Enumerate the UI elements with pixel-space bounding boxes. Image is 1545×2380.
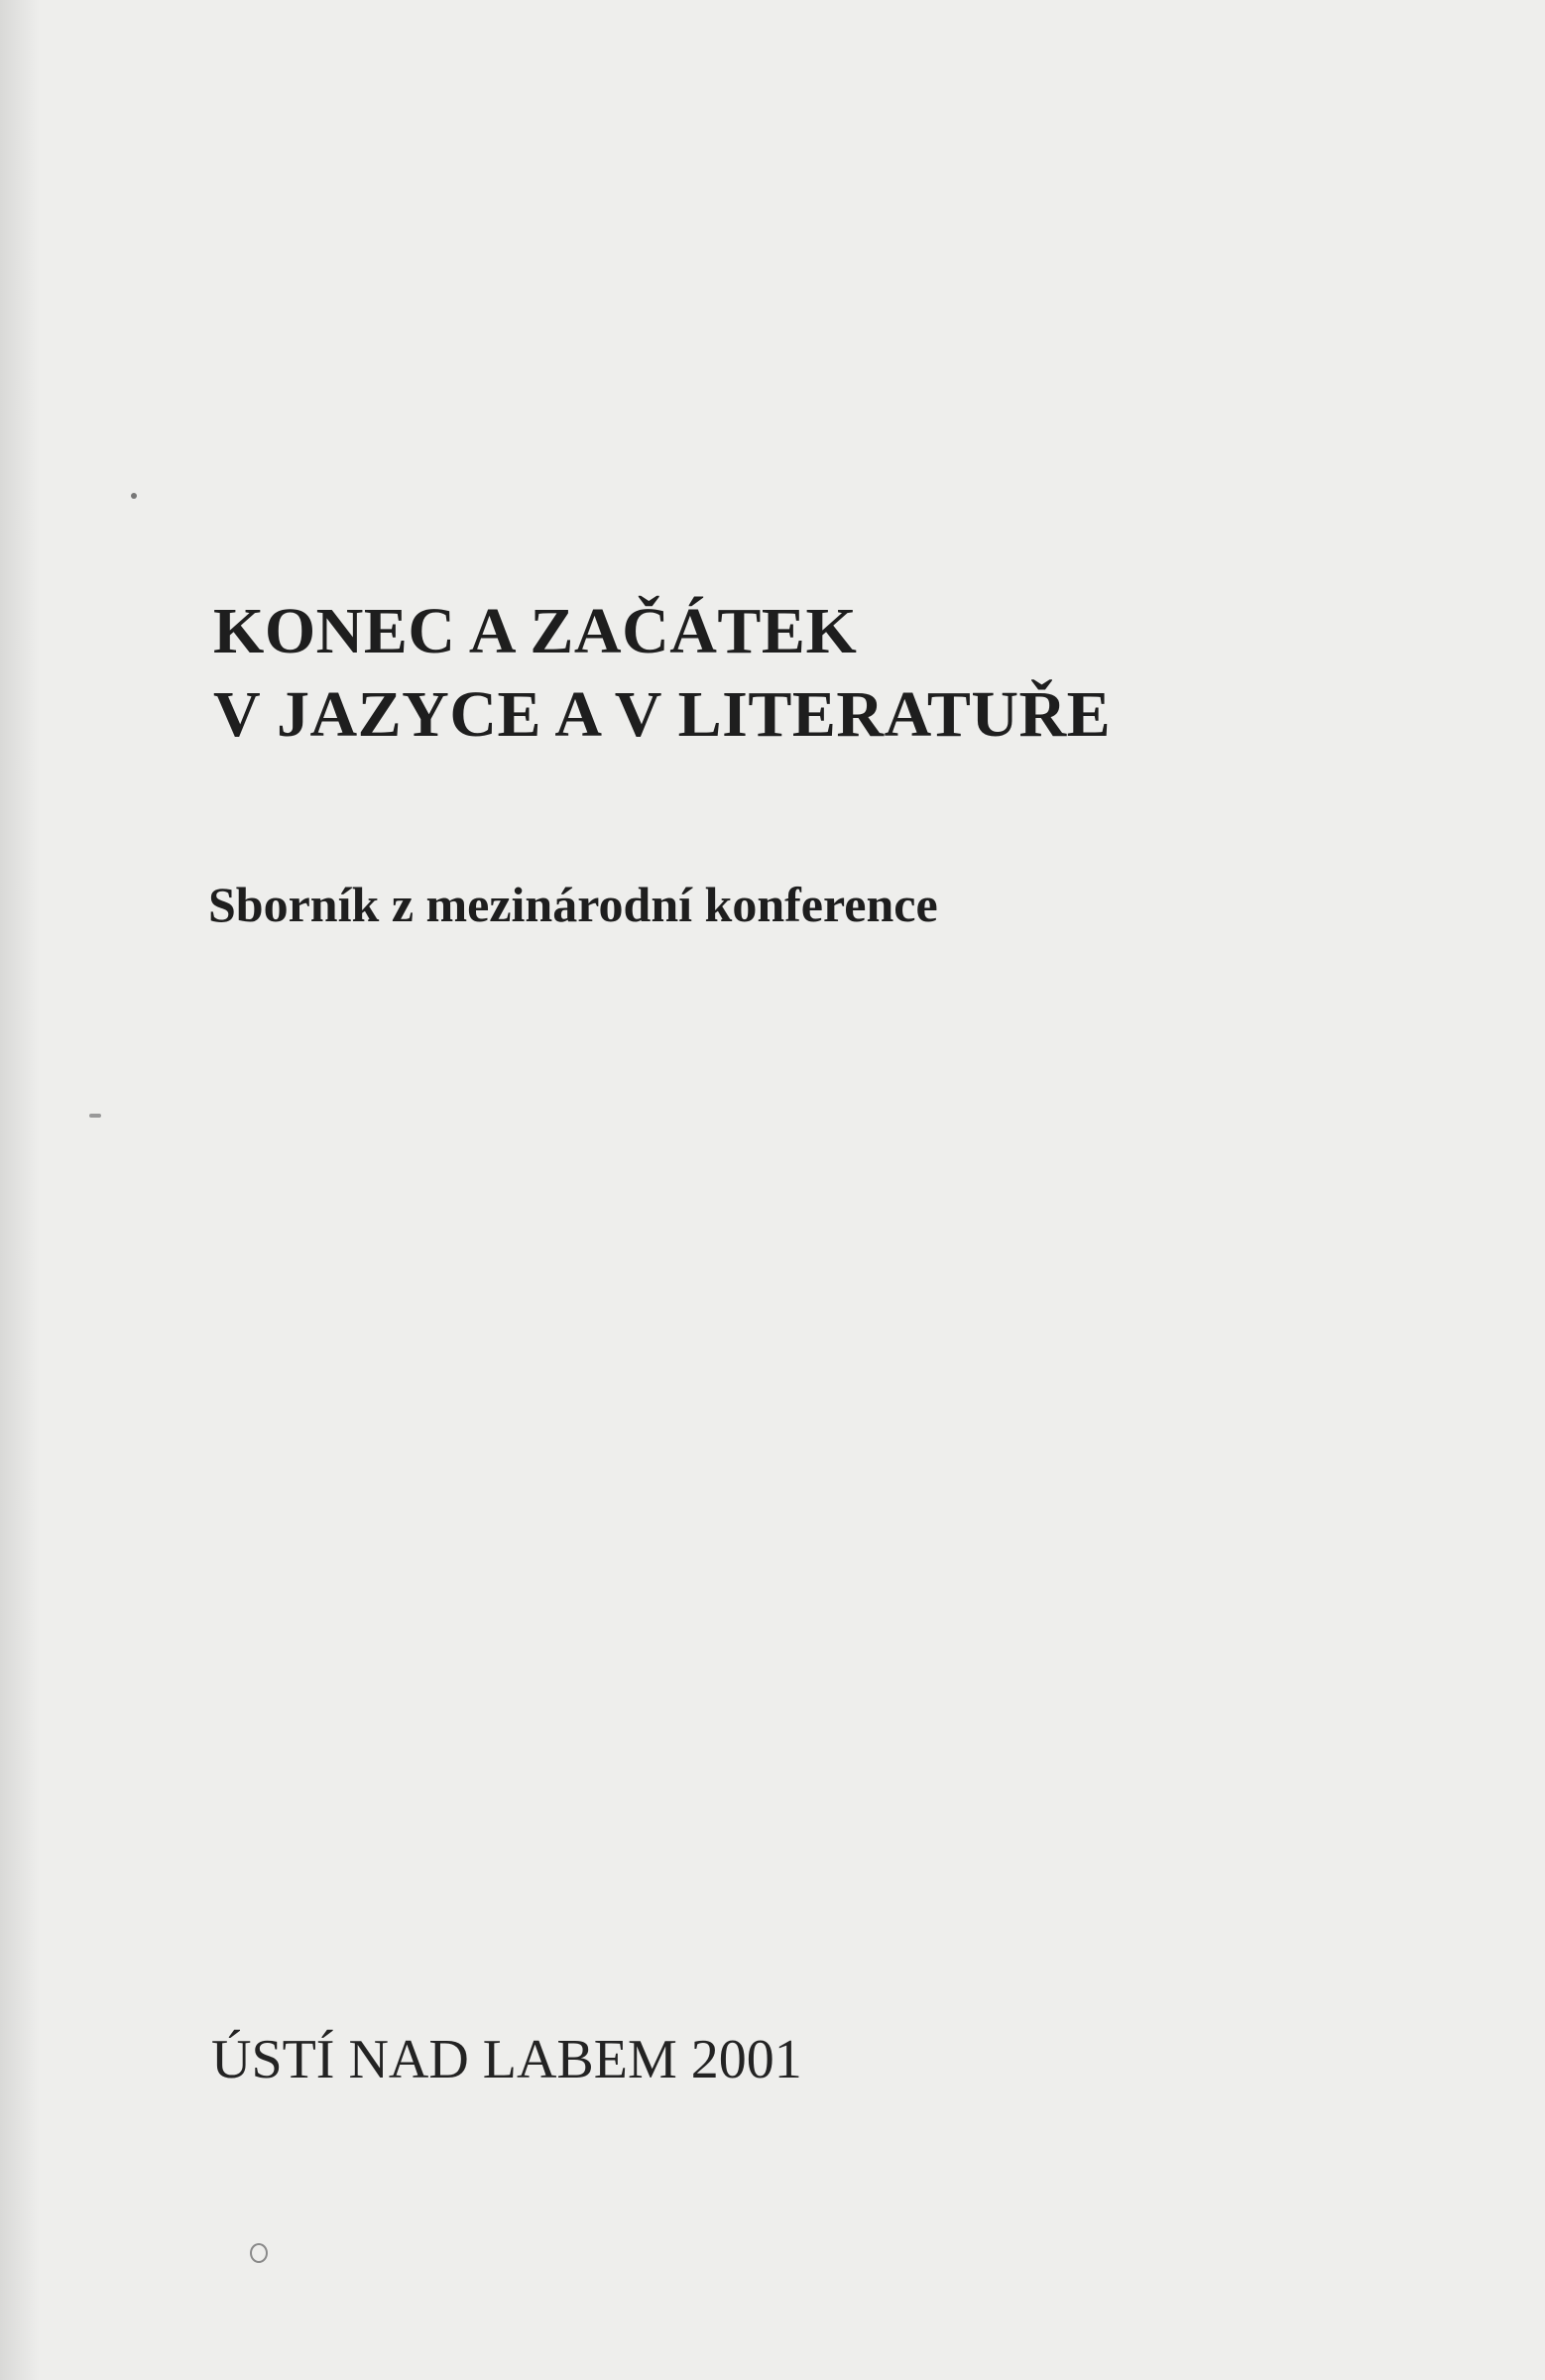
book-subtitle: Sborník z mezinárodní konference [208, 877, 938, 932]
book-title-line-2: V JAZYCE A V LITERATUŘE [213, 678, 1112, 751]
publication-place-year: ÚSTÍ NAD LABEM 2001 [211, 2029, 802, 2090]
dust-speck [250, 2243, 268, 2263]
bleed-through-texture [149, 198, 1438, 286]
spine-shadow [0, 0, 40, 2380]
book-title [213, 590, 1111, 757]
dust-speck [89, 1114, 101, 1118]
book-title-line-1: KONEC A ZAČÁTEK [213, 595, 858, 667]
dust-speck [131, 493, 137, 499]
